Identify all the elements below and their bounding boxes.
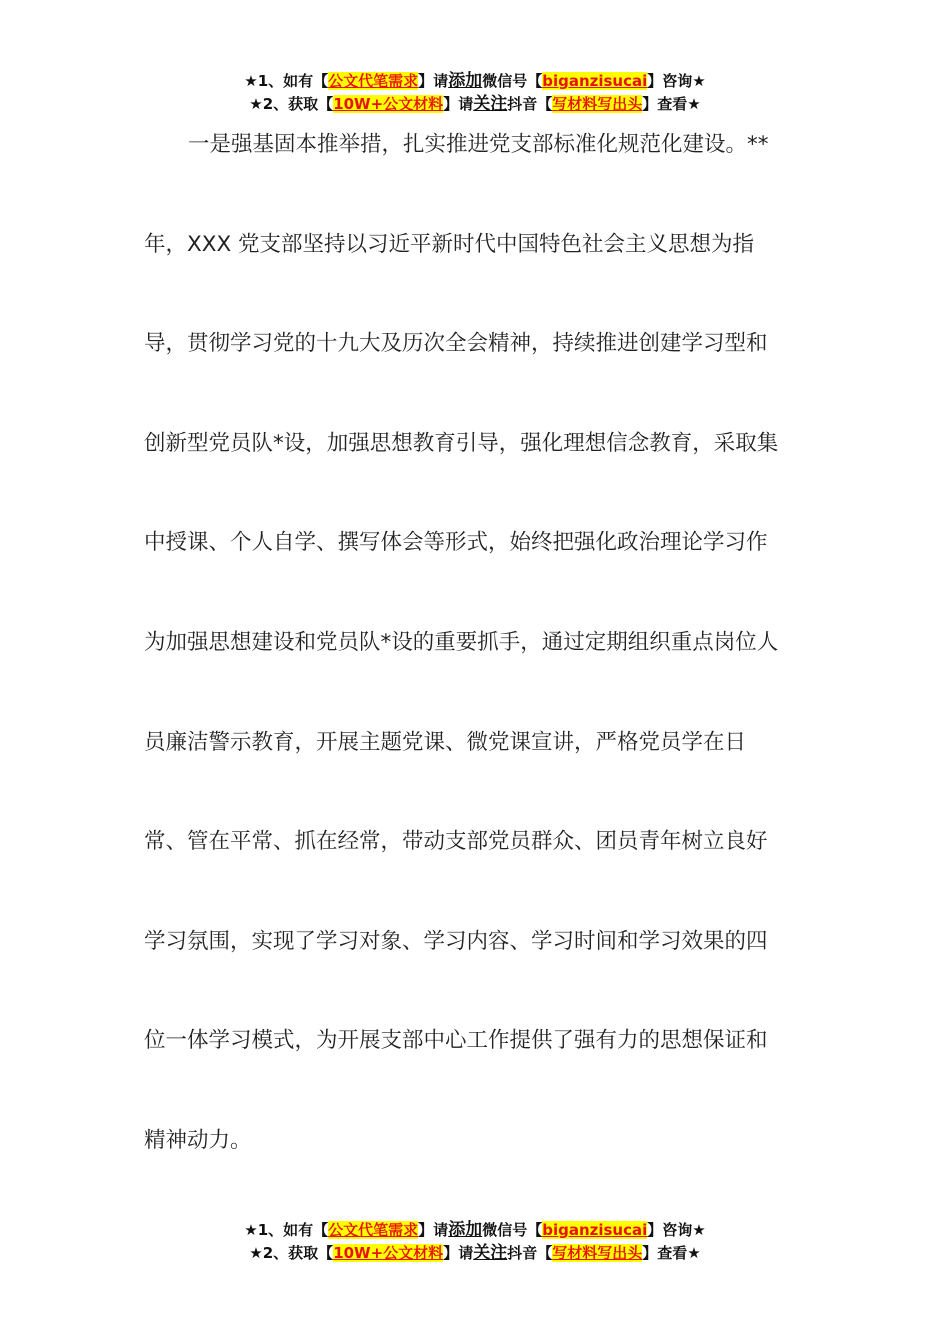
highlighted-keyword: 公文代笔需求 (328, 1221, 419, 1239)
paragraph-line: 常、管在平常、抓在经常，带动支部党员群众、团员青年树立良好 (144, 829, 768, 855)
banner-text: 微信号【 (482, 72, 543, 90)
emphasis-word: 添加 (448, 1220, 483, 1240)
banner-text: ★1、如有【 (244, 1221, 329, 1239)
banner-line-1 (0, 1219, 950, 1242)
douyin-account: 写材料写出头 (552, 1244, 643, 1262)
header-banner (0, 70, 950, 116)
emphasis-word: 关注 (473, 1243, 508, 1263)
document-paragraph (144, 132, 814, 1228)
wechat-id: biganzisucai (542, 1221, 648, 1239)
paragraph-line: 导，贯彻学习党的十九大及历次全会精神，持续推进创建学习型和 (144, 331, 768, 357)
emphasis-word: 关注 (473, 94, 508, 114)
banner-text: 】请 (443, 1244, 474, 1262)
banner-text: 微信号【 (482, 1221, 543, 1239)
banner-text: 抖音【 (507, 95, 553, 113)
footer-banner (0, 1219, 950, 1265)
banner-text: ★2、获取【 (249, 1244, 334, 1262)
banner-text: 】咨询★ (647, 72, 706, 90)
banner-line-2 (0, 1242, 950, 1265)
banner-text: ★2、获取【 (249, 95, 334, 113)
paragraph-line: 员廉洁警示教育，开展主题党课、微党课宣讲，严格党员学在日 (144, 729, 747, 755)
paragraph-line: 中授课、个人自学、撰写体会等形式，始终把强化政治理论学习作 (144, 530, 768, 556)
douyin-account: 写材料写出头 (552, 95, 643, 113)
paragraph-line: 创新型党员队*设，加强思想教育引导，强化理想信念教育，采取集 (144, 430, 779, 456)
banner-text: 抖音【 (507, 1244, 553, 1262)
banner-text: 】请 (443, 95, 474, 113)
paragraph-line: 年，XXX 党支部坚持以习近平新时代中国特色社会主义思想为指 (144, 231, 755, 257)
paragraph-line: 为加强思想建设和党员队*设的重要抓手，通过定期组织重点岗位人 (144, 629, 779, 655)
highlighted-keyword: 公文代笔需求 (328, 72, 419, 90)
paragraph-line: 一是强基固本推举措，扎实推进党支部标准化规范化建设。** (188, 132, 769, 157)
banner-line-1 (0, 70, 950, 93)
highlighted-keyword: 10W+公文材料 (333, 1244, 444, 1262)
highlighted-keyword: 10W+公文材料 (333, 95, 444, 113)
banner-text: 】请 (418, 1221, 449, 1239)
banner-text: 】查看★ (642, 95, 701, 113)
banner-text: 】请 (418, 72, 449, 90)
wechat-id: biganzisucai (542, 72, 648, 90)
paragraph-line: 学习氛围，实现了学习对象、学习内容、学习时间和学习效果的四 (144, 928, 768, 954)
paragraph-line: 位一体学习模式，为开展支部中心工作提供了强有力的思想保证和 (144, 1028, 768, 1054)
banner-line-2 (0, 93, 950, 116)
banner-text: 】咨询★ (647, 1221, 706, 1239)
banner-text: ★1、如有【 (244, 72, 329, 90)
paragraph-line: 精神动力。 (144, 1127, 252, 1153)
emphasis-word: 添加 (448, 71, 483, 91)
banner-text: 】查看★ (642, 1244, 701, 1262)
